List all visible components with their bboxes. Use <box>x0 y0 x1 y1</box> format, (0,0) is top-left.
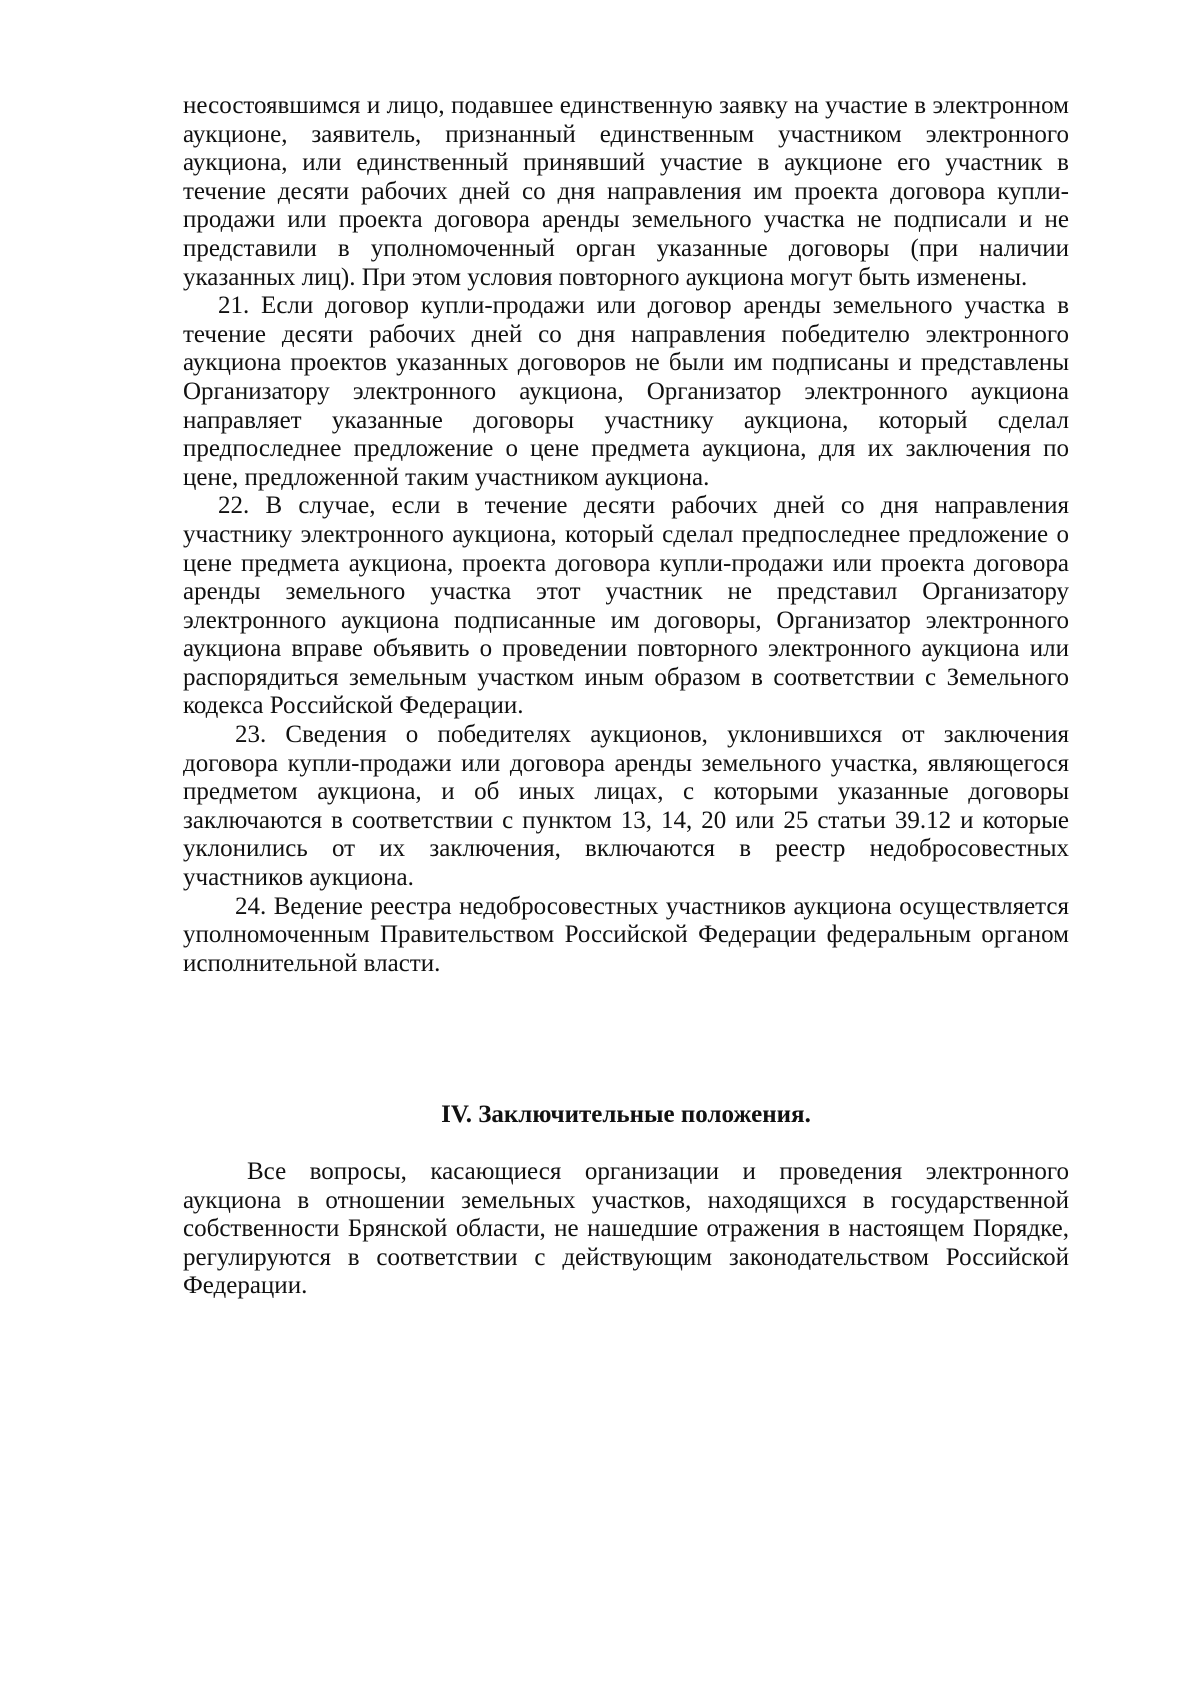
paragraph-22: 22. В случае, если в течение десяти рабочих дней со дня направления участнику электронного аукциона, который сделал предпоследнее предложение о цене предмета аукциона, проекта договора купли-продажи или проекта договора аренды земельного участка этот участник не представил Организатору электронного аукциона подписанные им договоры, Организатор электронного аукциона вправе объявить о проведении повторного электронного аукциона или распорядиться земельным участком иным образом в соответствии с Земельного кодекса Российской Федерации. <box>183 492 1069 720</box>
section-heading: IV. Заключительные положения. <box>441 1101 811 1128</box>
paragraph-23: 23. Сведения о победителях аукционов, уклонившихся от заключения договора купли-продажи или договора аренды земельного участка, являющегося предметом аукциона, и об иных лицах, с которыми указанные договоры заключаются в соответствии с пунктом 13, 14, 20 или 25 статьи 39.12 и которые уклонились от их заключения, включаются в реестр недобросовестных участников аукциона. <box>183 721 1069 892</box>
paragraph-24: 24. Ведение реестра недобросовестных участников аукциона осуществляется уполномоченным Правительством Российской Федерации федеральным органом исполнительной власти. <box>183 892 1069 977</box>
final-paragraph: Все вопросы, касающиеся организации и проведения электронного аукциона в отношении земельных участков, находящихся в государственной собственности Брянской области, не нашедшие отражения в настоящем Порядке, регулируются в соответствии с действующим законодательством Российской Федерации. <box>183 1158 1069 1300</box>
paragraph-continuation: несостоявшимся и лицо, подавшее единственную заявку на участие в электронном аукционе, заявитель, признанный единственным участником электронного аукциона, или единственный принявший участие в аукционе его участник в течение десяти рабочих дней со дня направления им проекта договора купли-продажи или проекта договора аренды земельного участка не подписали и не представили в уполномоченный орган указанные договоры (при наличии указанных лиц). При этом условия повторного аукциона могут быть изменены. <box>183 92 1069 291</box>
paragraph-21: 21. Если договор купли-продажи или договор аренды земельного участка в течение десяти рабочих дней со дня направления победителю электронного аукциона проектов указанных договоров не были им подписаны и представлены Организатору электронного аукциона, Организатор электронного аукциона направляет указанные договоры участнику аукциона, который сделал предпоследнее предложение о цене предмета аукциона, для их заключения по цене, предложенной таким участником аукциона. <box>183 292 1069 491</box>
document-body <box>183 92 1069 978</box>
